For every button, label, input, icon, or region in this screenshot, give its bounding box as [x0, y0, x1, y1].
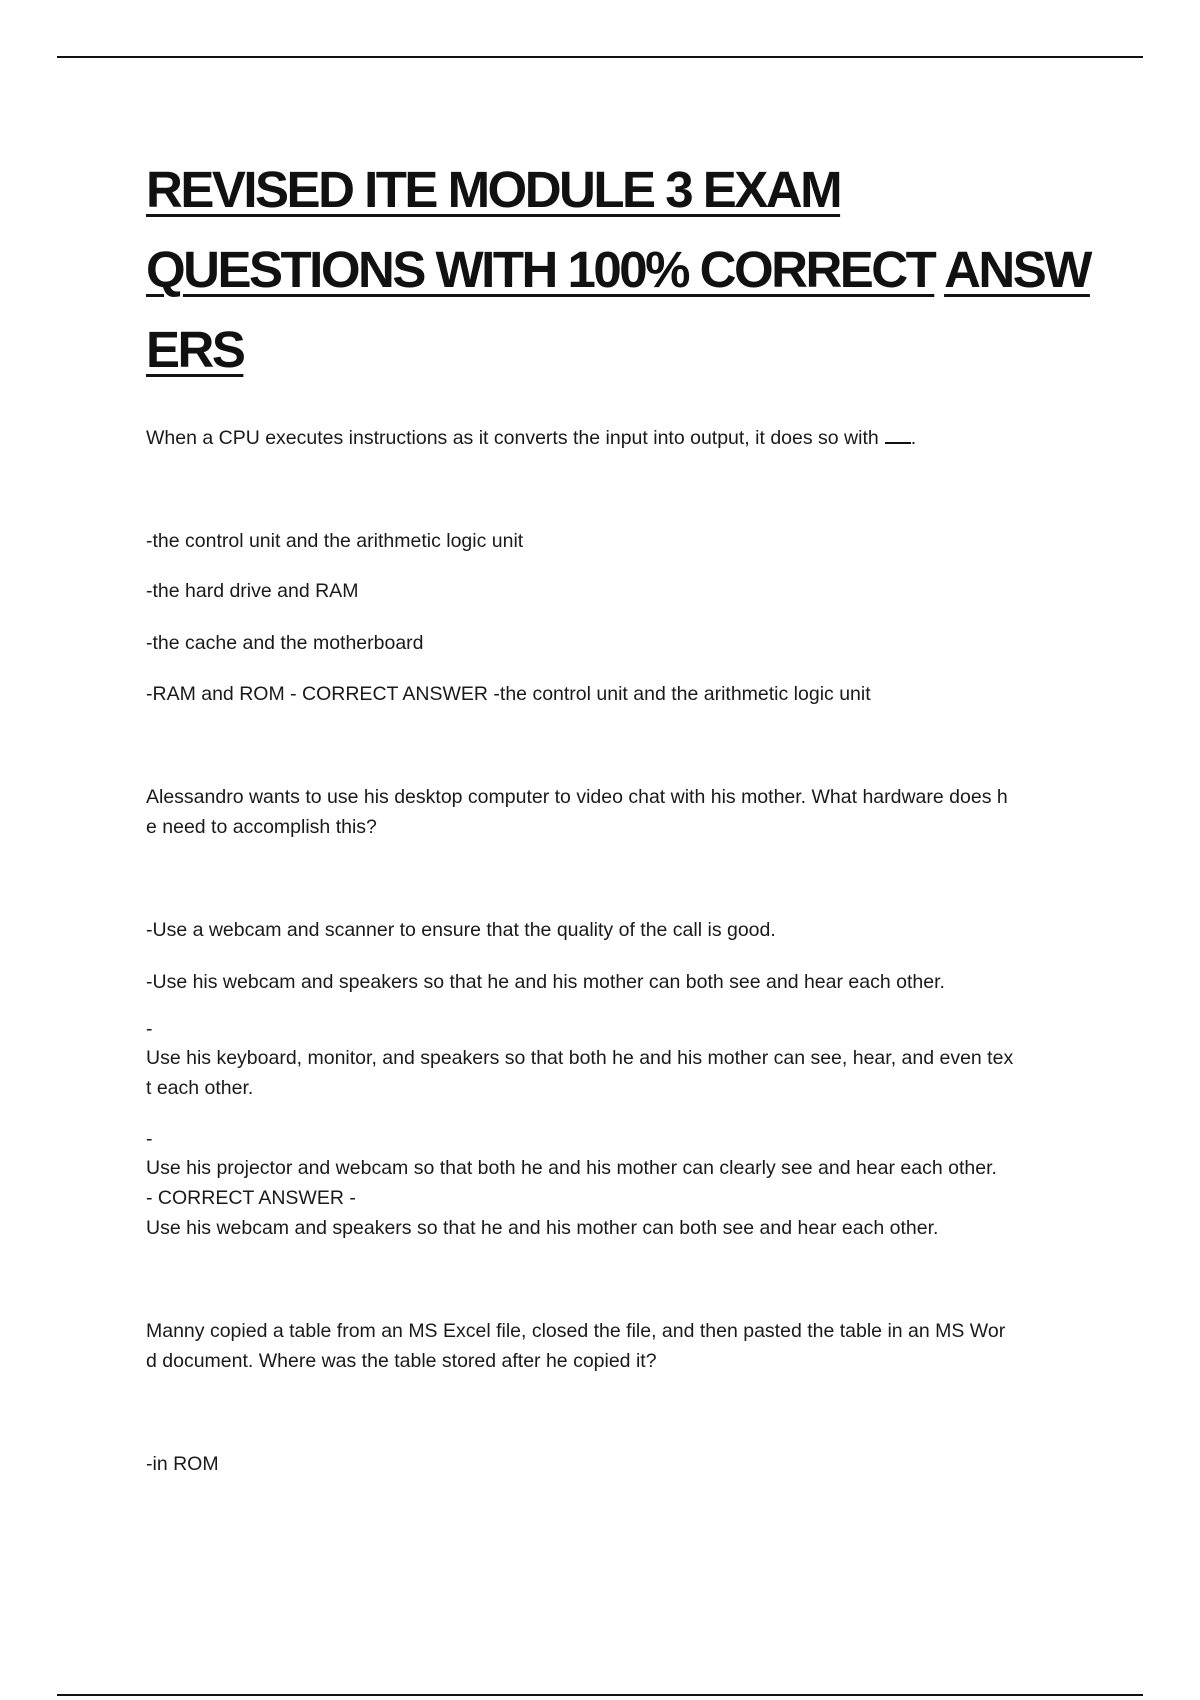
- question-3: [146, 1316, 1086, 1479]
- question-1-option-1: -the control unit and the arithmetic logic unit: [146, 530, 524, 552]
- top-rule: [57, 56, 1143, 58]
- title-line-1: REVISED ITE MODULE 3 EXAM: [146, 161, 841, 218]
- question-1-option-4: -RAM and ROM - CORRECT ANSWER -the control unit and the arithmetic logic unit: [146, 683, 871, 705]
- question-2-option-2: -Use his webcam and speakers so that he and his mother can both see and hear each other.: [146, 971, 945, 993]
- answer-blank: [885, 426, 911, 444]
- title-line-2: QUESTIONS WITH 100% CORRECT ANSW: [146, 241, 1090, 298]
- question-2: [146, 782, 1086, 1243]
- question-1-option-2: -the hard drive and RAM: [146, 580, 359, 602]
- question-1: [146, 423, 1086, 709]
- title-line-3: ERS: [146, 321, 244, 378]
- question-2-option-4: - Use his projector and webcam so that both he and his mother can clearly see and hear each other. - CORRECT ANSWER - Use his webcam and speakers so that he and his mother can both see and hear each other.: [146, 1125, 1086, 1243]
- question-3-prompt: Manny copied a table from an MS Excel file, closed the file, and then pasted the table in an MS Wor d document. Where was the table stored after he copied it?: [146, 1320, 1006, 1372]
- question-1-option-3: -the cache and the motherboard: [146, 632, 424, 654]
- question-3-option-1: -in ROM: [146, 1453, 219, 1475]
- question-2-option-3: - Use his keyboard, monitor, and speakers so that both he and his mother can see, hear, and even tex t each other.: [146, 1018, 1014, 1099]
- document-body: [146, 150, 1090, 1479]
- bottom-rule: [57, 1694, 1143, 1696]
- question-1-prompt: When a CPU executes instructions as it converts the input into output, it does so with .: [146, 427, 917, 449]
- question-2-option-1: -Use a webcam and scanner to ensure that the quality of the call is good.: [146, 919, 776, 941]
- question-2-prompt: Alessandro wants to use his desktop computer to video chat with his mother. What hardware does h e need to accomplish this?: [146, 786, 1008, 838]
- document-title: [146, 150, 1090, 390]
- correct-answer-label: - CORRECT ANSWER -: [146, 1187, 356, 1209]
